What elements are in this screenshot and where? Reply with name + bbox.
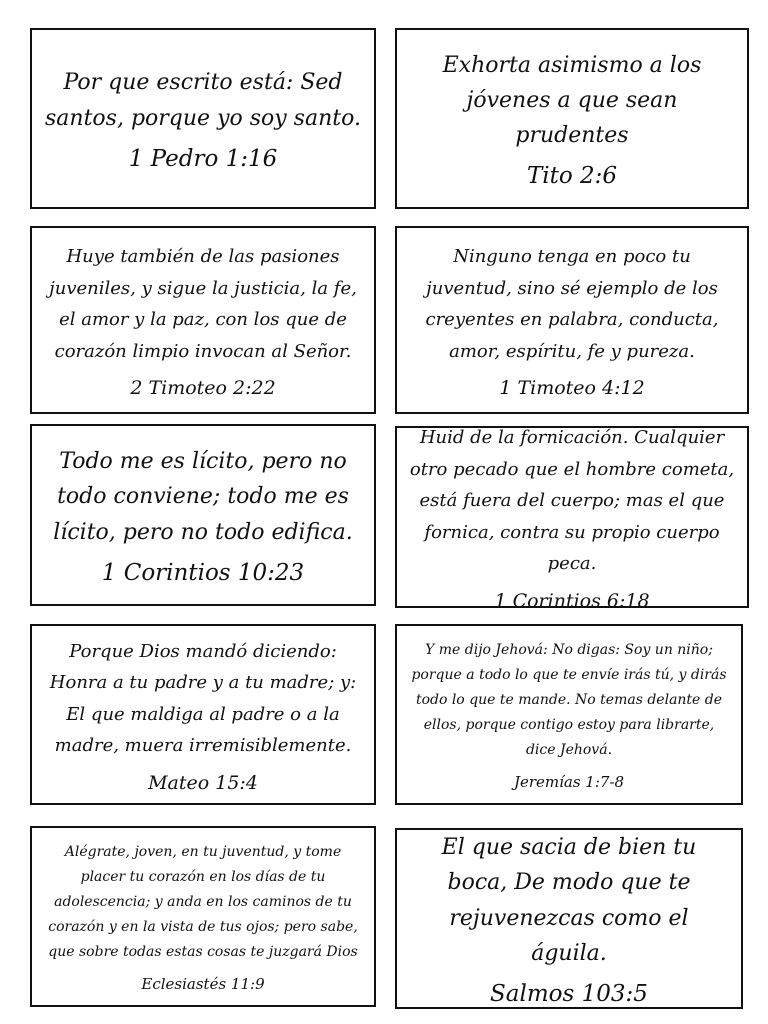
verse-text: Huid de la fornicación. Cualquier otro pecado que el hombre cometa, está fuera del cuerpo; mas el que fornica, contra su propio cuerpo peca. (409, 427, 735, 575)
verse-text: Y me dijo Jehová: No digas: Soy un niño; porque a todo lo que te envíe irás tú, y dirás todo lo que te mande. No temas delante de ellos, porque contigo estoy para librarte, dice Jehová. (411, 641, 727, 759)
verse-reference: 1 Corintios 6:18 (494, 589, 650, 612)
verse-card-5 (30, 424, 376, 606)
verse-text: Exhorta asimismo a los jóvenes a que sean prudentes (442, 52, 702, 149)
verse-card-7 (30, 624, 376, 805)
verse-text: Todo me es lícito, pero no todo conviene; todo me es lícito, pero no todo edifica. (53, 449, 353, 545)
verse-text: Por que escrito está: Sed santos, porque yo soy santo. (45, 70, 361, 131)
verse-card-4 (395, 226, 749, 414)
verse-card-6 (395, 426, 749, 612)
verse-reference: Tito 2:6 (526, 163, 618, 190)
verse-card-1 (30, 28, 376, 209)
verse-card-3 (30, 226, 376, 414)
verse-reference: 2 Timoteo 2:22 (130, 377, 276, 399)
verse-reference: 1 Timoteo 4:12 (499, 377, 645, 399)
verse-card-2 (395, 28, 749, 209)
verse-card-9 (30, 826, 376, 1007)
verse-reference: 1 Pedro 1:16 (128, 145, 278, 172)
verse-reference: Jeremías 1:7-8 (513, 773, 625, 792)
verse-text: Ninguno tenga en poco tu juventud, sino sé ejemplo de los creyentes en palabra, conducta, amor, espíritu, fe y pureza. (425, 246, 719, 362)
verse-text: El que sacia de bien tu boca, De modo que te rejuvenezcas como el águila. (441, 835, 697, 966)
verse-text: Huye también de las pasiones juveniles, y sigue la justicia, la fe, el amor y la paz, con los que de corazón limpio invocan al Señor. (49, 246, 357, 362)
verse-text: Porque Dios mandó diciendo: Honra a tu padre y a tu madre; y: El que maldiga al padre o a la madre, muera irremisiblemente. (49, 640, 357, 756)
verse-reference: Mateo 15:4 (148, 771, 258, 794)
verse-card-8 (395, 624, 743, 805)
verse-reference: Eclesiastés 11:9 (141, 975, 265, 994)
verse-text: Alégrate, joven, en tu juventud, y tome placer tu corazón en los días de tu adolescencia; y anda en los caminos de tu corazón y en la vista de tus ojos; pero sabe, que sobre todas estas cosas te juzgará Dios (48, 843, 358, 961)
verse-reference: 1 Corintios 10:23 (101, 559, 305, 586)
verse-card-10 (395, 828, 743, 1009)
verse-reference: Salmos 103:5 (490, 980, 648, 1007)
